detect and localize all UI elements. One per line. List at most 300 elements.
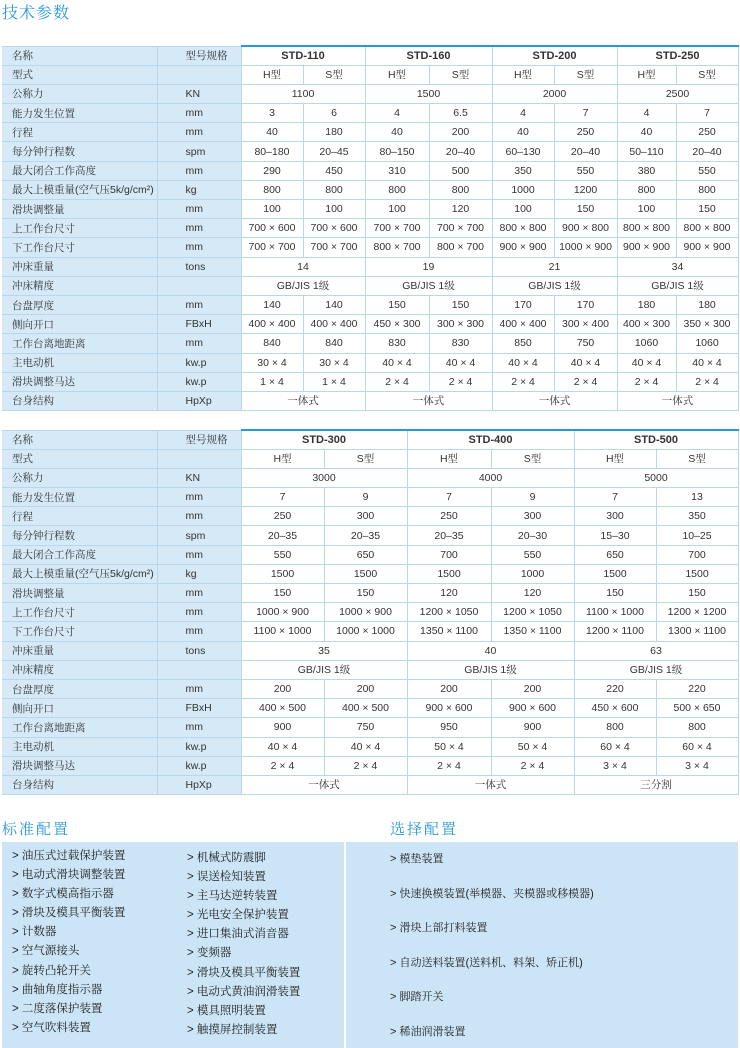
value-cell: 1060 (617, 334, 676, 353)
value-cell: 50 × 4 (491, 737, 574, 756)
value-cell: 900 × 600 (491, 699, 574, 718)
value-cell: GB/JIS 1级 (365, 276, 492, 295)
value-cell: 20–30 (491, 526, 574, 545)
value-cell: GB/JIS 1级 (241, 660, 407, 679)
value-cell: 150 (554, 200, 617, 219)
spec-row (2, 507, 738, 526)
value-cell: 10–25 (656, 526, 738, 545)
value-cell: 6.5 (429, 104, 492, 123)
value-cell: 30 × 4 (303, 353, 365, 372)
row-unit: mm (157, 488, 241, 507)
config-item: > 旋转凸轮开关 (12, 964, 91, 977)
row-name: 台盘厚度 (2, 679, 157, 698)
value-cell: 40 × 4 (676, 353, 738, 372)
spec-row (2, 219, 738, 238)
config-item: > 自动送料装置(送料机、料架、矫正机) (390, 956, 583, 969)
value-cell: 170 (554, 295, 617, 314)
spec-table-std-110-250 (2, 45, 739, 411)
value-cell: H型 (241, 449, 324, 468)
spec-row (2, 584, 738, 603)
value-cell: 2 × 4 (365, 372, 429, 391)
value-cell: 150 (574, 584, 656, 603)
standard-config-panel (2, 842, 344, 1048)
value-cell: 800 (617, 180, 676, 199)
value-cell: 900 (241, 718, 324, 737)
spec-row (2, 468, 738, 487)
config-item: > 脚踏开关 (390, 991, 444, 1004)
row-unit: mm (157, 295, 241, 314)
value-cell: 120 (429, 200, 492, 219)
value-cell: 700 × 600 (241, 219, 303, 238)
value-cell: 50 × 4 (407, 737, 491, 756)
config-item: > 光电安全保护装置 (187, 909, 289, 922)
row-name: 工作台离地距离 (2, 334, 157, 353)
value-cell: 250 (554, 123, 617, 142)
config-item: > 空气吹料装置 (12, 1021, 91, 1034)
value-cell: 700 × 700 (303, 238, 365, 257)
value-cell: 1500 (365, 84, 492, 103)
spec-row (2, 65, 738, 84)
model-name: STD-160 (365, 46, 492, 65)
value-cell: 1500 (656, 564, 738, 583)
value-cell: 200 (429, 123, 492, 142)
value-cell: H型 (365, 65, 429, 84)
optional-config-list (390, 842, 594, 1048)
value-cell: H型 (492, 65, 554, 84)
config-item: > 模具照明装置 (187, 1004, 266, 1017)
value-cell: 750 (324, 718, 407, 737)
spec-row (2, 622, 738, 641)
value-cell: 300 (491, 507, 574, 526)
row-unit: mm (157, 679, 241, 698)
value-cell: 800 × 800 (617, 219, 676, 238)
config-item: > 快速换模装置(举模器、夹模器或移模器) (390, 887, 594, 900)
row-unit: kg (157, 564, 241, 583)
value-cell: 200 (407, 679, 491, 698)
header-name: 名称 (2, 46, 157, 65)
value-cell: S型 (656, 449, 738, 468)
row-name: 滑块调整量 (2, 200, 157, 219)
value-cell: 750 (554, 334, 617, 353)
config-item: > 主马达逆转装置 (187, 890, 278, 903)
value-cell: 150 (429, 295, 492, 314)
value-cell: 120 (491, 584, 574, 603)
spec-row (2, 775, 738, 794)
row-unit: mm (157, 123, 241, 142)
config-item: > 稀油润滑装置 (390, 1025, 466, 1038)
value-cell: 1000 (492, 180, 554, 199)
value-cell: 7 (554, 104, 617, 123)
value-cell: 一体式 (617, 391, 738, 410)
spec-table-std-300-500 (2, 429, 739, 795)
value-cell: 20–45 (303, 142, 365, 161)
row-name: 上工作台尺寸 (2, 603, 157, 622)
value-cell: 1200 × 1200 (656, 603, 738, 622)
value-cell: GB/JIS 1级 (574, 660, 738, 679)
header-name: 名称 (2, 430, 157, 449)
value-cell: 3000 (241, 468, 407, 487)
value-cell: 40 × 4 (554, 353, 617, 372)
row-name: 台身结构 (2, 775, 157, 794)
value-cell: 900 × 900 (617, 238, 676, 257)
value-cell: 80–180 (241, 142, 303, 161)
value-cell: 300 (574, 507, 656, 526)
value-cell: 700 × 700 (241, 238, 303, 257)
config-item: > 模垫装置 (390, 853, 444, 865)
value-cell: 2 × 4 (554, 372, 617, 391)
value-cell: 800 (241, 180, 303, 199)
value-cell: 120 (407, 584, 491, 603)
row-name: 侧向开口 (2, 699, 157, 718)
row-name: 滑块调整量 (2, 584, 157, 603)
spec-row (2, 718, 738, 737)
value-cell: 2 × 4 (241, 756, 324, 775)
value-cell: 800 (365, 180, 429, 199)
config-item: > 滑块上部打料装置 (390, 922, 488, 935)
value-cell: H型 (407, 449, 491, 468)
value-cell: 350 (492, 161, 554, 180)
value-cell: 900 × 600 (407, 699, 491, 718)
spec-row (2, 526, 738, 545)
row-unit: mm (157, 200, 241, 219)
value-cell: 20–40 (429, 142, 492, 161)
config-item: > 变频器 (187, 947, 232, 960)
value-cell: 1500 (324, 564, 407, 583)
value-cell: 400 × 400 (241, 315, 303, 334)
value-cell: 290 (241, 161, 303, 180)
value-cell: 40 × 4 (241, 737, 324, 756)
value-cell: 700 × 600 (303, 219, 365, 238)
config-item: > 电动式滑块调整装置 (12, 869, 126, 882)
value-cell: 14 (241, 257, 365, 276)
row-unit: mm (157, 507, 241, 526)
row-unit: mm (157, 545, 241, 564)
row-unit: mm (157, 334, 241, 353)
value-cell: 40 × 4 (365, 353, 429, 372)
value-cell: 4 (365, 104, 429, 123)
value-cell: S型 (303, 65, 365, 84)
value-cell: 9 (324, 488, 407, 507)
value-cell: 200 (324, 679, 407, 698)
config-item: > 油压式过载保护装置 (12, 850, 126, 862)
value-cell: 220 (574, 679, 656, 698)
row-name: 台身结构 (2, 391, 157, 410)
spec-row (2, 161, 738, 180)
header-row (2, 46, 738, 65)
row-unit: tons (157, 257, 241, 276)
row-name: 行程 (2, 507, 157, 526)
value-cell: 4000 (407, 468, 574, 487)
value-cell: 170 (492, 295, 554, 314)
value-cell: 350 × 300 (676, 315, 738, 334)
value-cell: 1 × 4 (241, 372, 303, 391)
value-cell: 380 (617, 161, 676, 180)
value-cell: 20–35 (324, 526, 407, 545)
row-name: 行程 (2, 123, 157, 142)
value-cell: 140 (303, 295, 365, 314)
spec-row (2, 488, 738, 507)
model-name: STD-200 (492, 46, 617, 65)
row-name: 冲床重量 (2, 641, 157, 660)
spec-row (2, 603, 738, 622)
value-cell: 800 (574, 718, 656, 737)
spec-row (2, 238, 738, 257)
value-cell: 650 (324, 545, 407, 564)
value-cell: 6 (303, 104, 365, 123)
value-cell: 3 × 4 (656, 756, 738, 775)
value-cell: 1060 (676, 334, 738, 353)
row-name: 工作台离地距离 (2, 718, 157, 737)
value-cell: 21 (492, 257, 617, 276)
value-cell: 34 (617, 257, 738, 276)
spec-row (2, 391, 738, 410)
value-cell: 20–40 (676, 142, 738, 161)
value-cell: 1100 (241, 84, 365, 103)
config-item: > 计数器 (12, 926, 57, 939)
row-unit: spm (157, 526, 241, 545)
value-cell: 40 × 4 (429, 353, 492, 372)
value-cell: 1200 × 1050 (407, 603, 491, 622)
row-unit: mm (157, 161, 241, 180)
value-cell: 35 (241, 641, 407, 660)
row-unit (157, 449, 241, 468)
row-name: 滑块调整马达 (2, 756, 157, 775)
value-cell: 900 × 800 (554, 219, 617, 238)
value-cell: 1000 × 1000 (324, 622, 407, 641)
value-cell: S型 (676, 65, 738, 84)
value-cell: 300 × 400 (554, 315, 617, 334)
value-cell: 400 × 500 (241, 699, 324, 718)
spec-row (2, 372, 738, 391)
row-unit: mm (157, 584, 241, 603)
value-cell: 4 (617, 104, 676, 123)
value-cell: 40 × 4 (617, 353, 676, 372)
value-cell: 300 × 300 (429, 315, 492, 334)
value-cell: 一体式 (407, 775, 574, 794)
value-cell: 400 × 400 (492, 315, 554, 334)
value-cell: 9 (491, 488, 574, 507)
value-cell: 1100 × 1000 (574, 603, 656, 622)
value-cell: 60–130 (492, 142, 554, 161)
config-item: > 空气源接头 (12, 945, 80, 958)
value-cell: GB/JIS 1级 (407, 660, 574, 679)
value-cell: 7 (241, 488, 324, 507)
value-cell: 140 (241, 295, 303, 314)
standard-config-list-1 (12, 847, 125, 1038)
value-cell: 840 (303, 334, 365, 353)
row-name: 滑块调整马达 (2, 372, 157, 391)
value-cell: 1200 (554, 180, 617, 199)
value-cell: 2 × 4 (407, 756, 491, 775)
row-unit: kw.p (157, 372, 241, 391)
value-cell: 800 (303, 180, 365, 199)
value-cell: 1000 × 900 (324, 603, 407, 622)
row-unit: mm (157, 238, 241, 257)
row-name: 主电动机 (2, 353, 157, 372)
value-cell: 100 (617, 200, 676, 219)
value-cell: H型 (241, 65, 303, 84)
spec-row (2, 737, 738, 756)
value-cell: S型 (429, 65, 492, 84)
value-cell: 20–35 (407, 526, 491, 545)
row-unit: mm (157, 622, 241, 641)
row-unit: mm (157, 718, 241, 737)
model-name: STD-500 (574, 430, 738, 449)
value-cell: 2 × 4 (491, 756, 574, 775)
row-name: 能力发生位置 (2, 104, 157, 123)
spec-row (2, 564, 738, 583)
standard-config-title: 标准配置 (2, 821, 71, 838)
value-cell: 4 (492, 104, 554, 123)
value-cell: 800 × 800 (492, 219, 554, 238)
value-cell: 1200 × 1100 (574, 622, 656, 641)
value-cell: 13 (656, 488, 738, 507)
value-cell: 2 × 4 (492, 372, 554, 391)
row-name: 主电动机 (2, 737, 157, 756)
model-name: STD-400 (407, 430, 574, 449)
value-cell: 1000 × 900 (241, 603, 324, 622)
model-name: STD-300 (241, 430, 407, 449)
row-unit: mm (157, 219, 241, 238)
value-cell: 550 (491, 545, 574, 564)
value-cell: 1100 × 1000 (241, 622, 324, 641)
value-cell: 2 × 4 (429, 372, 492, 391)
row-unit (157, 660, 241, 679)
spec-row (2, 200, 738, 219)
value-cell: 1300 × 1100 (656, 622, 738, 641)
row-unit: kw.p (157, 756, 241, 775)
optional-config-panel (346, 842, 738, 1048)
value-cell: 250 (676, 123, 738, 142)
spec-row (2, 353, 738, 372)
value-cell: 3 × 4 (574, 756, 656, 775)
value-cell: 3 (241, 104, 303, 123)
row-name: 公称力 (2, 468, 157, 487)
value-cell: 1500 (574, 564, 656, 583)
value-cell: 400 × 500 (324, 699, 407, 718)
value-cell: 300 (324, 507, 407, 526)
value-cell: 7 (574, 488, 656, 507)
spec-row (2, 756, 738, 775)
value-cell: 830 (365, 334, 429, 353)
value-cell: 310 (365, 161, 429, 180)
page-title: 技术参数 (2, 5, 71, 22)
value-cell: 100 (241, 200, 303, 219)
value-cell: 一体式 (365, 391, 492, 410)
value-cell: 180 (303, 123, 365, 142)
row-name: 型式 (2, 449, 157, 468)
value-cell: H型 (617, 65, 676, 84)
value-cell: S型 (491, 449, 574, 468)
config-item: > 二度落保护装置 (12, 1002, 103, 1015)
row-name: 冲床重量 (2, 257, 157, 276)
row-unit (157, 276, 241, 295)
spec-row (2, 276, 738, 295)
row-unit: KN (157, 468, 241, 487)
value-cell: 220 (656, 679, 738, 698)
row-unit: mm (157, 603, 241, 622)
value-cell: GB/JIS 1级 (492, 276, 617, 295)
value-cell: 700 (656, 545, 738, 564)
value-cell: 2 × 4 (676, 372, 738, 391)
value-cell: 40 (365, 123, 429, 142)
value-cell: 700 × 700 (429, 219, 492, 238)
spec-row (2, 295, 738, 314)
value-cell: GB/JIS 1级 (241, 276, 365, 295)
header-spec: 型号规格 (157, 46, 241, 65)
row-unit (157, 65, 241, 84)
row-unit: KN (157, 84, 241, 103)
value-cell: 800 (656, 718, 738, 737)
row-unit: HpXp (157, 775, 241, 794)
value-cell: 100 (303, 200, 365, 219)
value-cell: 830 (429, 334, 492, 353)
row-unit: tons (157, 641, 241, 660)
row-name: 最大上模重量(空气压5k/g/cm²) (2, 180, 157, 199)
config-item: > 机械式防震脚 (187, 852, 266, 864)
value-cell: 400 × 400 (303, 315, 365, 334)
spec-row (2, 180, 738, 199)
value-cell: 40 (407, 641, 574, 660)
value-cell: 1350 × 1100 (491, 622, 574, 641)
value-cell: 800 × 800 (676, 219, 738, 238)
value-cell: GB/JIS 1级 (617, 276, 738, 295)
value-cell: 60 × 4 (656, 737, 738, 756)
value-cell: 40 × 4 (324, 737, 407, 756)
value-cell: 一体式 (241, 775, 407, 794)
value-cell: 550 (241, 545, 324, 564)
value-cell: 1000 × 900 (554, 238, 617, 257)
row-unit: mm (157, 104, 241, 123)
value-cell: 40 (241, 123, 303, 142)
spec-row (2, 315, 738, 334)
row-unit: kw.p (157, 737, 241, 756)
value-cell: 20–40 (554, 142, 617, 161)
value-cell: 180 (617, 295, 676, 314)
value-cell: 150 (241, 584, 324, 603)
value-cell: 一体式 (492, 391, 617, 410)
value-cell: 1 × 4 (303, 372, 365, 391)
value-cell: 1200 × 1050 (491, 603, 574, 622)
value-cell: 800 × 700 (365, 238, 429, 257)
value-cell: 150 (365, 295, 429, 314)
config-item: > 进口集油式消音器 (187, 928, 289, 941)
value-cell: 900 × 900 (492, 238, 554, 257)
value-cell: 700 (407, 545, 491, 564)
row-name: 每分钟行程数 (2, 526, 157, 545)
value-cell: 800 (676, 180, 738, 199)
value-cell: 三分割 (574, 775, 738, 794)
row-name: 台盘厚度 (2, 295, 157, 314)
config-item: > 滑块及模具平衡装置 (12, 907, 126, 920)
value-cell: 7 (676, 104, 738, 123)
row-name: 冲床精度 (2, 660, 157, 679)
value-cell: 5000 (574, 468, 738, 487)
value-cell: 一体式 (241, 391, 365, 410)
config-item: > 触摸屏控制装置 (187, 1023, 278, 1036)
spec-row (2, 679, 738, 698)
value-cell: 250 (241, 507, 324, 526)
row-name: 能力发生位置 (2, 488, 157, 507)
spec-row (2, 641, 738, 660)
value-cell: 200 (491, 679, 574, 698)
value-cell: 7 (407, 488, 491, 507)
value-cell: 550 (676, 161, 738, 180)
config-item: > 数字式模高指示器 (12, 888, 114, 901)
value-cell: 180 (676, 295, 738, 314)
row-unit: kg (157, 180, 241, 199)
value-cell: 20–35 (241, 526, 324, 545)
